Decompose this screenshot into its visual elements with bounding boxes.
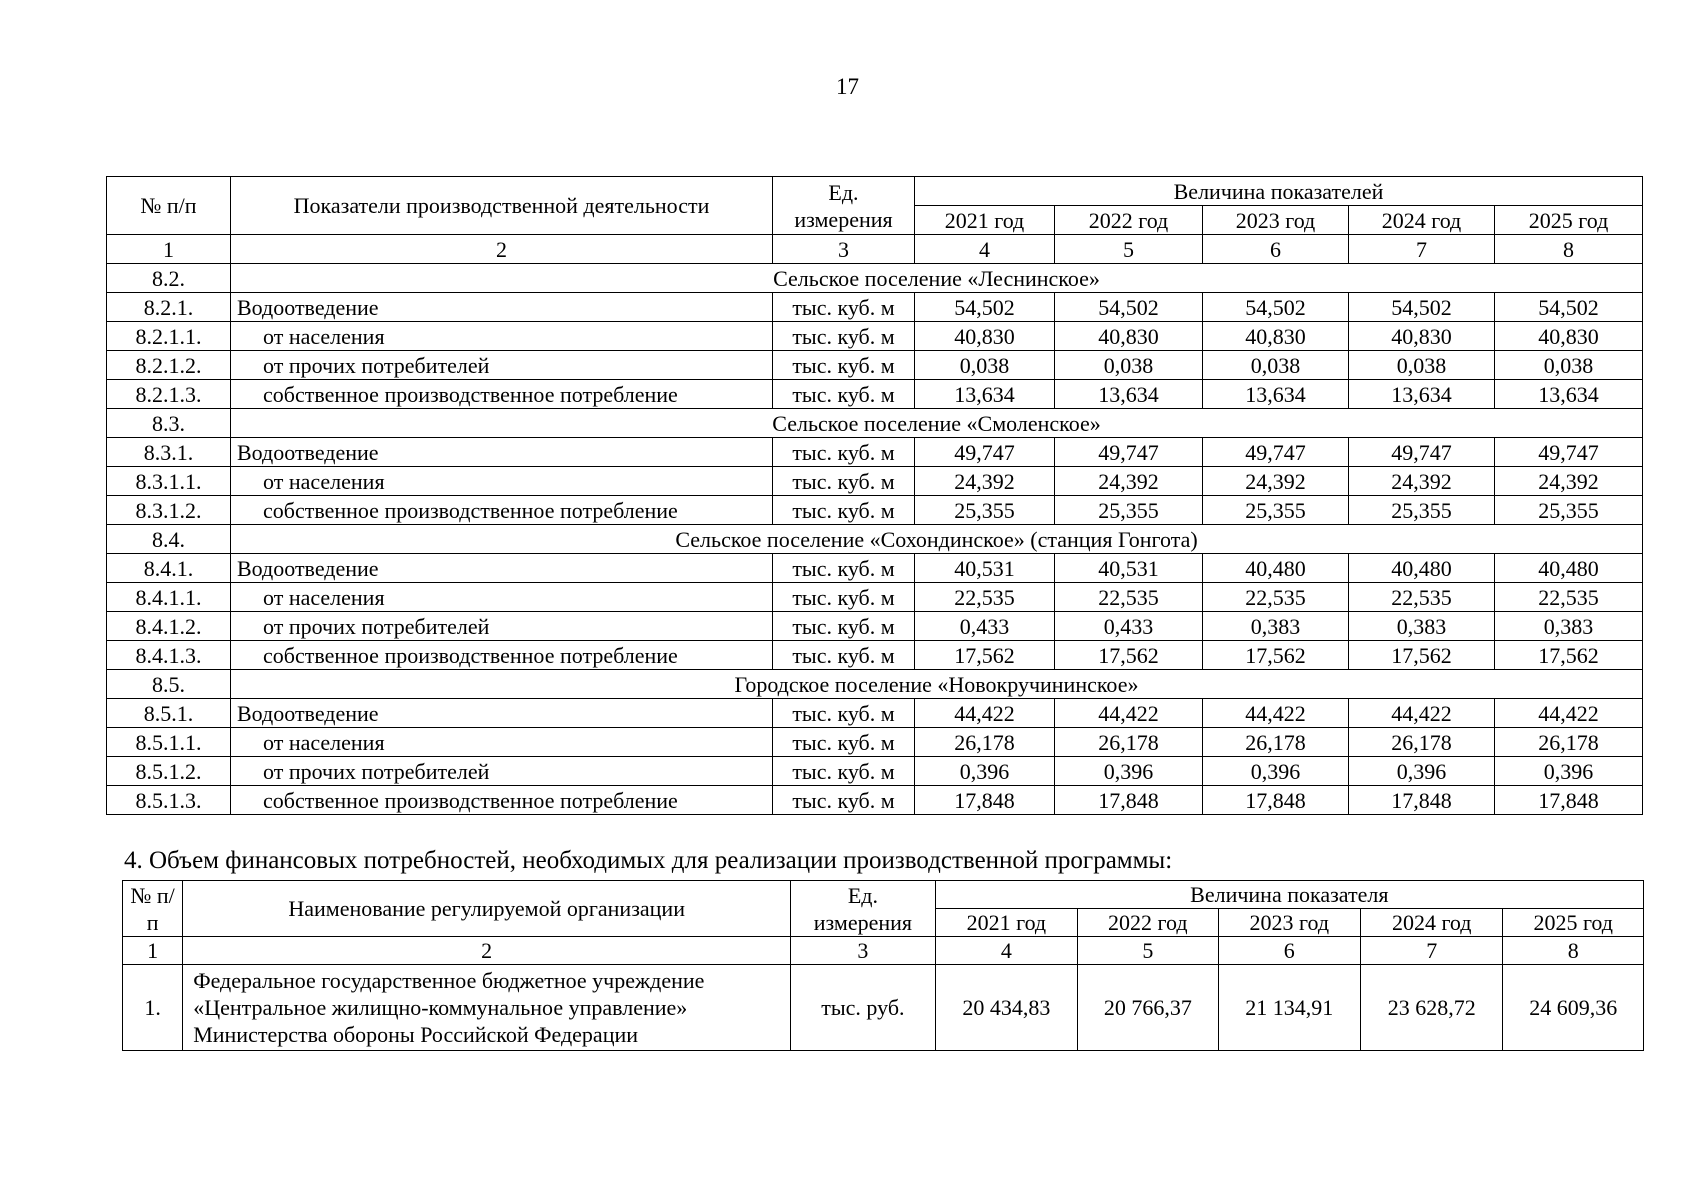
value-cell: 0,383 xyxy=(1203,612,1349,641)
value-cell: 44,422 xyxy=(1349,699,1495,728)
row-number: 8.4.1.1. xyxy=(107,583,231,612)
value-cell: 25,355 xyxy=(915,496,1055,525)
value-cell: 26,178 xyxy=(1349,728,1495,757)
value-cell: 49,747 xyxy=(1055,438,1203,467)
unit: тыс. куб. м xyxy=(773,641,915,670)
value-cell: 20 434,83 xyxy=(935,965,1077,1051)
value-cell: 22,535 xyxy=(1349,583,1495,612)
indicator-name: от прочих потребителей xyxy=(231,612,773,641)
value-cell: 40,480 xyxy=(1495,554,1643,583)
header-year: 2022 год xyxy=(1055,206,1203,235)
table-row xyxy=(107,786,1643,815)
row-number: 8.2.1.3. xyxy=(107,380,231,409)
value-cell: 40,480 xyxy=(1203,554,1349,583)
indicator-name: от прочих потребителей xyxy=(231,351,773,380)
row-number: 8.4.1.3. xyxy=(107,641,231,670)
unit: тыс. куб. м xyxy=(773,728,915,757)
value-cell: 17,848 xyxy=(1495,786,1643,815)
value-cell: 13,634 xyxy=(1055,380,1203,409)
unit: тыс. куб. м xyxy=(773,786,915,815)
table-row xyxy=(107,757,1643,786)
column-number: 6 xyxy=(1218,937,1360,965)
row-number: 8.5.1.3. xyxy=(107,786,231,815)
header-values-group: Величина показателя xyxy=(935,881,1643,909)
table-row xyxy=(123,965,1644,1051)
column-number: 7 xyxy=(1361,937,1503,965)
table-row xyxy=(107,699,1643,728)
table-row xyxy=(107,293,1643,322)
value-cell: 17,562 xyxy=(1495,641,1643,670)
value-cell: 0,038 xyxy=(1349,351,1495,380)
table-row xyxy=(107,554,1643,583)
value-cell: 17,562 xyxy=(1349,641,1495,670)
value-cell: 24,392 xyxy=(1495,467,1643,496)
value-cell: 0,038 xyxy=(1203,351,1349,380)
column-number: 2 xyxy=(183,937,791,965)
table-row xyxy=(107,496,1643,525)
unit: тыс. куб. м xyxy=(773,496,915,525)
column-number: 7 xyxy=(1349,235,1495,264)
column-number: 4 xyxy=(915,235,1055,264)
column-number: 5 xyxy=(1055,235,1203,264)
value-cell: 0,396 xyxy=(1203,757,1349,786)
row-number: 8.5.1.1. xyxy=(107,728,231,757)
header-year: 2023 год xyxy=(1203,206,1349,235)
header-year: 2024 год xyxy=(1349,206,1495,235)
table-row xyxy=(107,380,1643,409)
value-cell: 0,396 xyxy=(1055,757,1203,786)
organization-name xyxy=(183,965,791,1051)
organization-name-line: «Центральное жилищно-коммунальное управление» xyxy=(193,995,688,1020)
organization-name-line: Министерства обороны Российской Федерации xyxy=(193,1022,639,1047)
row-number: 8.4.1. xyxy=(107,554,231,583)
value-cell: 22,535 xyxy=(1203,583,1349,612)
unit: тыс. куб. м xyxy=(773,757,915,786)
value-cell: 0,383 xyxy=(1495,612,1643,641)
table-row xyxy=(107,438,1643,467)
value-cell: 17,848 xyxy=(1349,786,1495,815)
financial-needs-table xyxy=(122,880,1644,1051)
indicator-name: от населения xyxy=(231,583,773,612)
value-cell: 49,747 xyxy=(915,438,1055,467)
value-cell: 40,531 xyxy=(915,554,1055,583)
unit: тыс. куб. м xyxy=(773,351,915,380)
row-number: 8.5. xyxy=(107,670,231,699)
unit: тыс. куб. м xyxy=(773,699,915,728)
row-number: 8.3. xyxy=(107,409,231,438)
unit: тыс. руб. xyxy=(791,965,935,1051)
header-year: 2021 год xyxy=(915,206,1055,235)
header-year: 2025 год xyxy=(1495,206,1643,235)
value-cell: 0,383 xyxy=(1349,612,1495,641)
value-cell: 13,634 xyxy=(915,380,1055,409)
table-row xyxy=(107,322,1643,351)
value-cell: 54,502 xyxy=(1203,293,1349,322)
row-number: 1. xyxy=(123,965,183,1051)
table-row xyxy=(107,351,1643,380)
value-cell: 0,433 xyxy=(1055,612,1203,641)
header-unit: Ед. измерения xyxy=(773,177,915,235)
value-cell: 0,396 xyxy=(1495,757,1643,786)
section-row xyxy=(107,525,1643,554)
header-org: Наименование регулируемой организации xyxy=(183,881,791,937)
value-cell: 24,392 xyxy=(1203,467,1349,496)
value-cell: 26,178 xyxy=(1495,728,1643,757)
value-cell: 25,355 xyxy=(1203,496,1349,525)
row-number: 8.4. xyxy=(107,525,231,554)
value-cell: 22,535 xyxy=(915,583,1055,612)
header-year: 2021 год xyxy=(935,909,1077,937)
table-row xyxy=(107,583,1643,612)
row-number: 8.2. xyxy=(107,264,231,293)
value-cell: 0,396 xyxy=(915,757,1055,786)
value-cell: 13,634 xyxy=(1349,380,1495,409)
column-number: 1 xyxy=(123,937,183,965)
unit: тыс. куб. м xyxy=(773,583,915,612)
row-number: 8.2.1.1. xyxy=(107,322,231,351)
value-cell: 24,392 xyxy=(1055,467,1203,496)
column-number: 5 xyxy=(1078,937,1218,965)
row-number: 8.2.1.2. xyxy=(107,351,231,380)
table-row xyxy=(107,612,1643,641)
header-year: 2023 год xyxy=(1218,909,1360,937)
unit: тыс. куб. м xyxy=(773,293,915,322)
value-cell: 23 628,72 xyxy=(1361,965,1503,1051)
value-cell: 49,747 xyxy=(1203,438,1349,467)
section-4-title: 4. Объем финансовых потребностей, необходимых для реализации производственной программы: xyxy=(124,847,1173,874)
indicator-name: собственное производственное потребление xyxy=(231,496,773,525)
header-year: 2025 год xyxy=(1503,909,1644,937)
value-cell: 40,531 xyxy=(1055,554,1203,583)
column-number: 1 xyxy=(107,235,231,264)
indicator-name: собственное производственное потребление xyxy=(231,786,773,815)
indicator-name: Водоотведение xyxy=(231,699,773,728)
indicator-name: от прочих потребителей xyxy=(231,757,773,786)
table-row xyxy=(107,641,1643,670)
header-indicator: Показатели производственной деятельности xyxy=(231,177,773,235)
page-number: 17 xyxy=(836,74,859,99)
organization-name-line: Федеральное государственное бюджетное учреждение xyxy=(193,968,705,993)
header-unit: Ед. измерения xyxy=(791,881,935,937)
column-number: 3 xyxy=(791,937,935,965)
value-cell: 17,848 xyxy=(1055,786,1203,815)
indicator-name: Водоотведение xyxy=(231,554,773,583)
row-number: 8.2.1. xyxy=(107,293,231,322)
section-title: Городское поселение «Новокручининское» xyxy=(231,670,1643,699)
value-cell: 17,562 xyxy=(1203,641,1349,670)
value-cell: 54,502 xyxy=(915,293,1055,322)
indicator-name: от населения xyxy=(231,322,773,351)
value-cell: 17,562 xyxy=(1055,641,1203,670)
header-num: № п/п xyxy=(123,881,183,937)
row-number: 8.5.1.2. xyxy=(107,757,231,786)
column-number: 8 xyxy=(1503,937,1644,965)
value-cell: 22,535 xyxy=(1055,583,1203,612)
indicator-name: Водоотведение xyxy=(231,438,773,467)
value-cell: 44,422 xyxy=(915,699,1055,728)
value-cell: 40,830 xyxy=(915,322,1055,351)
column-numbers-row xyxy=(107,235,1643,264)
value-cell: 40,830 xyxy=(1203,322,1349,351)
section-title: Сельское поселение «Сохондинское» (станция Гонгота) xyxy=(231,525,1643,554)
value-cell: 54,502 xyxy=(1349,293,1495,322)
column-number: 4 xyxy=(935,937,1077,965)
unit: тыс. куб. м xyxy=(773,380,915,409)
value-cell: 49,747 xyxy=(1495,438,1643,467)
section-row xyxy=(107,264,1643,293)
section-row xyxy=(107,409,1643,438)
value-cell: 26,178 xyxy=(915,728,1055,757)
value-cell: 17,562 xyxy=(915,641,1055,670)
value-cell: 0,396 xyxy=(1349,757,1495,786)
unit: тыс. куб. м xyxy=(773,467,915,496)
value-cell: 54,502 xyxy=(1495,293,1643,322)
section-row xyxy=(107,670,1643,699)
column-number: 6 xyxy=(1203,235,1349,264)
column-number: 3 xyxy=(773,235,915,264)
value-cell: 54,502 xyxy=(1055,293,1203,322)
value-cell: 25,355 xyxy=(1495,496,1643,525)
column-number: 8 xyxy=(1495,235,1643,264)
value-cell: 21 134,91 xyxy=(1218,965,1360,1051)
header-year: 2022 год xyxy=(1078,909,1218,937)
value-cell: 0,038 xyxy=(1495,351,1643,380)
value-cell: 25,355 xyxy=(1349,496,1495,525)
row-number: 8.3.1.2. xyxy=(107,496,231,525)
value-cell: 40,830 xyxy=(1055,322,1203,351)
header-year: 2024 год xyxy=(1361,909,1503,937)
value-cell: 49,747 xyxy=(1349,438,1495,467)
value-cell: 44,422 xyxy=(1055,699,1203,728)
value-cell: 24,392 xyxy=(1349,467,1495,496)
header-values-group: Величина показателей xyxy=(915,177,1643,206)
indicator-name: собственное производственное потребление xyxy=(231,641,773,670)
value-cell: 25,355 xyxy=(1055,496,1203,525)
value-cell: 26,178 xyxy=(1203,728,1349,757)
header-num: № п/п xyxy=(107,177,231,235)
unit: тыс. куб. м xyxy=(773,612,915,641)
value-cell: 0,038 xyxy=(1055,351,1203,380)
value-cell: 22,535 xyxy=(1495,583,1643,612)
section-title: Сельское поселение «Леснинское» xyxy=(231,264,1643,293)
indicator-name: Водоотведение xyxy=(231,293,773,322)
value-cell: 17,848 xyxy=(915,786,1055,815)
row-number: 8.3.1. xyxy=(107,438,231,467)
value-cell: 0,433 xyxy=(915,612,1055,641)
production-indicators-table xyxy=(106,176,1643,815)
unit: тыс. куб. м xyxy=(773,322,915,351)
value-cell: 24 609,36 xyxy=(1503,965,1644,1051)
unit: тыс. куб. м xyxy=(773,554,915,583)
value-cell: 13,634 xyxy=(1495,380,1643,409)
row-number: 8.4.1.2. xyxy=(107,612,231,641)
value-cell: 44,422 xyxy=(1203,699,1349,728)
section-title: Сельское поселение «Смоленское» xyxy=(231,409,1643,438)
row-number: 8.5.1. xyxy=(107,699,231,728)
row-number: 8.3.1.1. xyxy=(107,467,231,496)
value-cell: 44,422 xyxy=(1495,699,1643,728)
column-number: 2 xyxy=(231,235,773,264)
value-cell: 17,848 xyxy=(1203,786,1349,815)
indicator-name: собственное производственное потребление xyxy=(231,380,773,409)
unit: тыс. куб. м xyxy=(773,438,915,467)
value-cell: 24,392 xyxy=(915,467,1055,496)
value-cell: 40,830 xyxy=(1495,322,1643,351)
table-row xyxy=(107,467,1643,496)
indicator-name: от населения xyxy=(231,728,773,757)
value-cell: 20 766,37 xyxy=(1078,965,1218,1051)
indicator-name: от населения xyxy=(231,467,773,496)
column-numbers-row xyxy=(123,937,1644,965)
value-cell: 40,480 xyxy=(1349,554,1495,583)
value-cell: 0,038 xyxy=(915,351,1055,380)
table-row xyxy=(107,728,1643,757)
value-cell: 13,634 xyxy=(1203,380,1349,409)
value-cell: 40,830 xyxy=(1349,322,1495,351)
value-cell: 26,178 xyxy=(1055,728,1203,757)
